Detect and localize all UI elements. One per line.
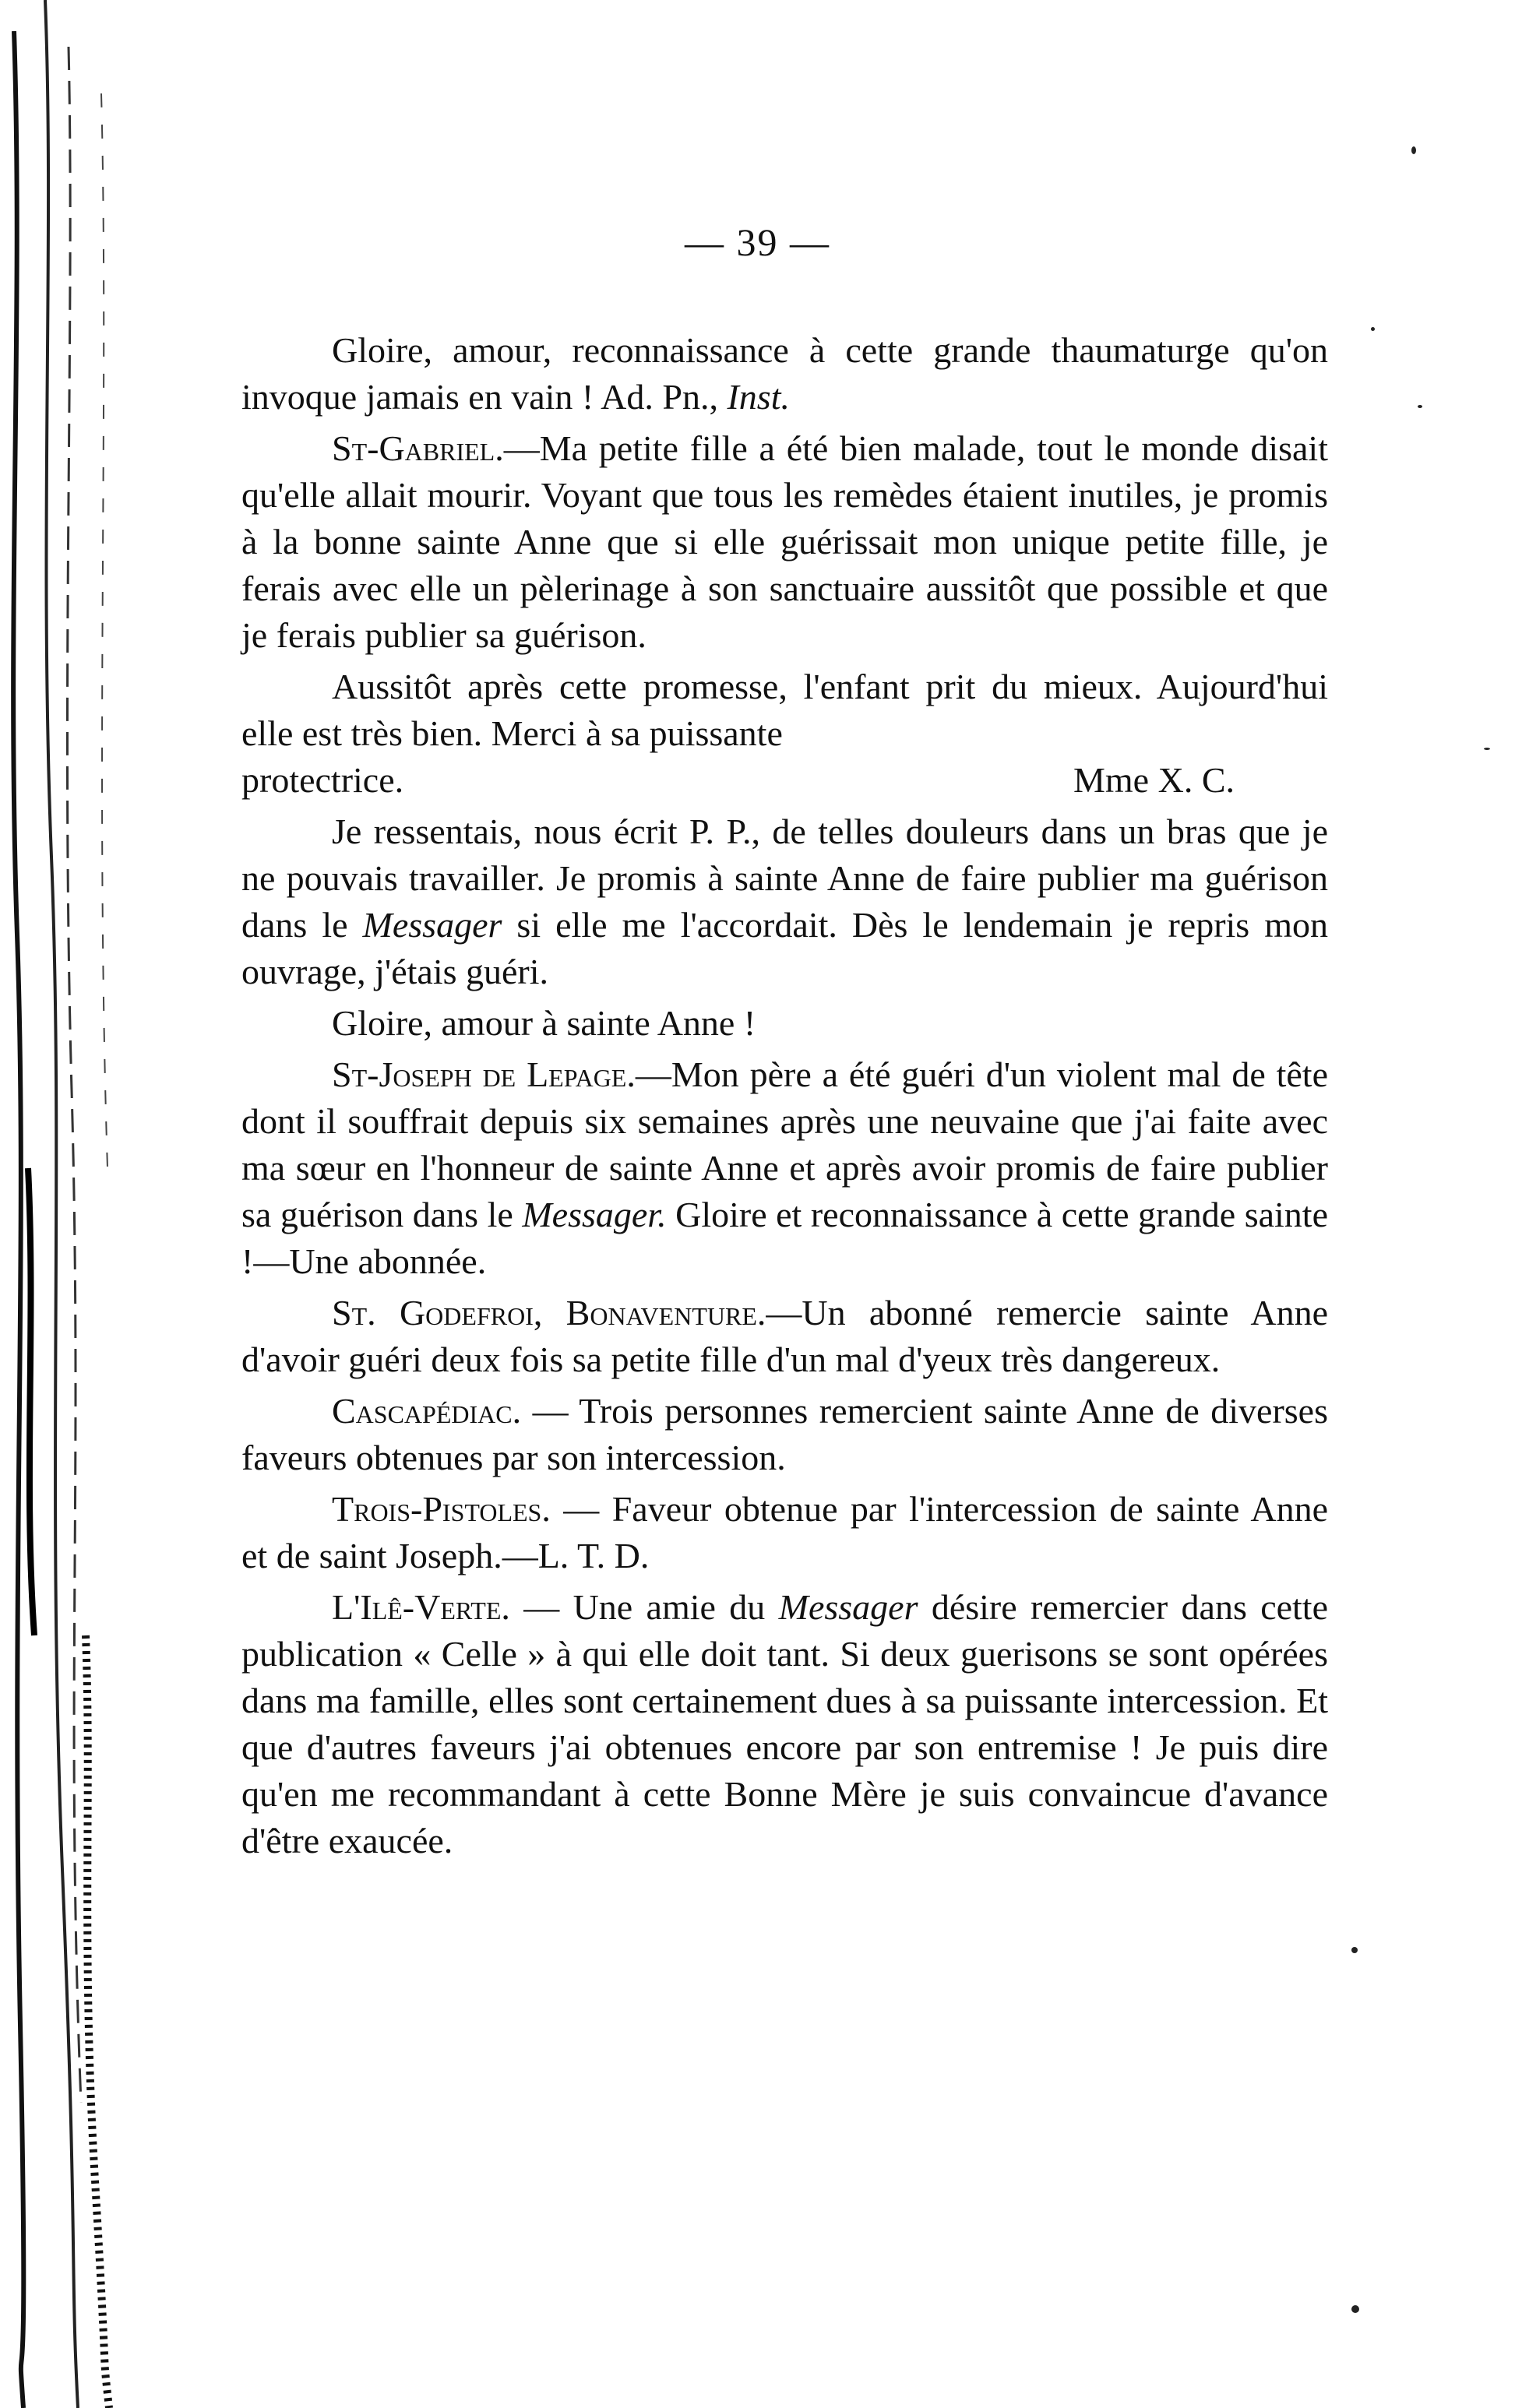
body-text bbox=[241, 327, 1328, 1869]
text-run: Gloire, amour, reconnaissance à cette grande thaumaturge qu'on invoque jamais en vain ! Ad. Pn., bbox=[241, 330, 1328, 417]
text-run: si elle me l'accordait. Dès le lendemain je repris mon ouvrage, j'étais guéri. bbox=[241, 905, 1328, 991]
paragraph bbox=[241, 664, 1328, 757]
paragraph bbox=[241, 808, 1328, 995]
paragraph bbox=[241, 1000, 1328, 1047]
signature: Mme X. C. bbox=[1073, 760, 1235, 800]
text-run: Gloire, amour à sainte Anne ! bbox=[332, 1003, 756, 1043]
italic-text: Inst. bbox=[727, 377, 790, 417]
paragraph bbox=[241, 1584, 1328, 1864]
signature-line bbox=[241, 757, 1328, 804]
italic-text: Messager bbox=[778, 1587, 918, 1627]
italic-text: Messager bbox=[362, 905, 502, 945]
text-run: Je ressentais, nous écrit P. P., de telles douleurs dans un bras que je ne pouvais travailler. Je promis à sainte Anne de faire publier ma guérison dans le bbox=[241, 811, 1328, 945]
paragraph bbox=[241, 425, 1328, 659]
binding-edge-scan-artifact bbox=[0, 0, 156, 2408]
page-number: — 39 — bbox=[685, 220, 830, 264]
signature-line-start: protectrice. bbox=[241, 760, 404, 800]
italic-text: Messager. bbox=[522, 1195, 667, 1234]
paragraph bbox=[241, 1486, 1328, 1579]
paragraph bbox=[241, 1388, 1328, 1481]
place-heading: St. Godefroi, Bonaventure. bbox=[332, 1293, 766, 1332]
place-heading: L'Ilê-Verte. bbox=[332, 1587, 510, 1627]
place-heading: Cascapédiac. bbox=[332, 1391, 522, 1431]
text-run: — Faveur obtenue par l'intercession de sainte Anne et de saint Joseph.—L. T. D. bbox=[241, 1489, 1328, 1575]
place-heading: Trois-Pistoles. bbox=[332, 1489, 551, 1529]
text-run: —Mon père a été guéri d'un violent mal de tête dont il souffrait depuis six semaines après une neuvaine que j'ai faite avec ma sœur en l'honneur de sainte Anne et après avoir promis de faire publier sa guérison dans le bbox=[241, 1054, 1329, 1234]
place-heading: St-Gabriel. bbox=[332, 428, 504, 468]
paragraph bbox=[241, 1290, 1328, 1383]
text-run: Gloire et reconnaissance à cette grande sainte !—Une abonnée. bbox=[241, 1195, 1328, 1281]
place-heading: St-Joseph de Lepage. bbox=[332, 1054, 636, 1094]
paragraph bbox=[241, 1051, 1328, 1285]
text-run: désire remercier dans cette publication « Celle » à qui elle doit tant. Si deux guerisons se sont opérées dans ma famille, elles sont certainement dues à sa puissante intercession. Et que d'autres faveurs j'ai obtenues encore par son entremise ! Je puis dire qu'en me recommandant à cette Bonne Mère je suis convaincue d'avance d'être exaucée. bbox=[241, 1587, 1329, 1861]
text-run: Aussitôt après cette promesse, l'enfant prit du mieux. Aujourd'hui elle est très bien. Merci à sa puissante bbox=[241, 667, 1328, 753]
text-run: — Une amie du bbox=[509, 1587, 779, 1627]
text-run: —Ma petite fille a été bien malade, tout le monde disait qu'elle allait mourir. Voyant que tous les remèdes étaient inutiles, je promis à la bonne sainte Anne que si elle guérissait mon unique petite fille, je ferais avec elle un pèlerinage à son sanctuaire aussitôt que possible et que je ferais publier sa guérison. bbox=[241, 428, 1328, 655]
text-run: — Trois personnes remercient sainte Anne de diverses faveurs obtenues par son intercession. bbox=[241, 1391, 1328, 1477]
text-run: —Un abonné remercie sainte Anne d'avoir guéri deux fois sa petite fille d'un mal d'yeux très dangereux. bbox=[241, 1293, 1328, 1379]
paragraph bbox=[241, 327, 1328, 421]
